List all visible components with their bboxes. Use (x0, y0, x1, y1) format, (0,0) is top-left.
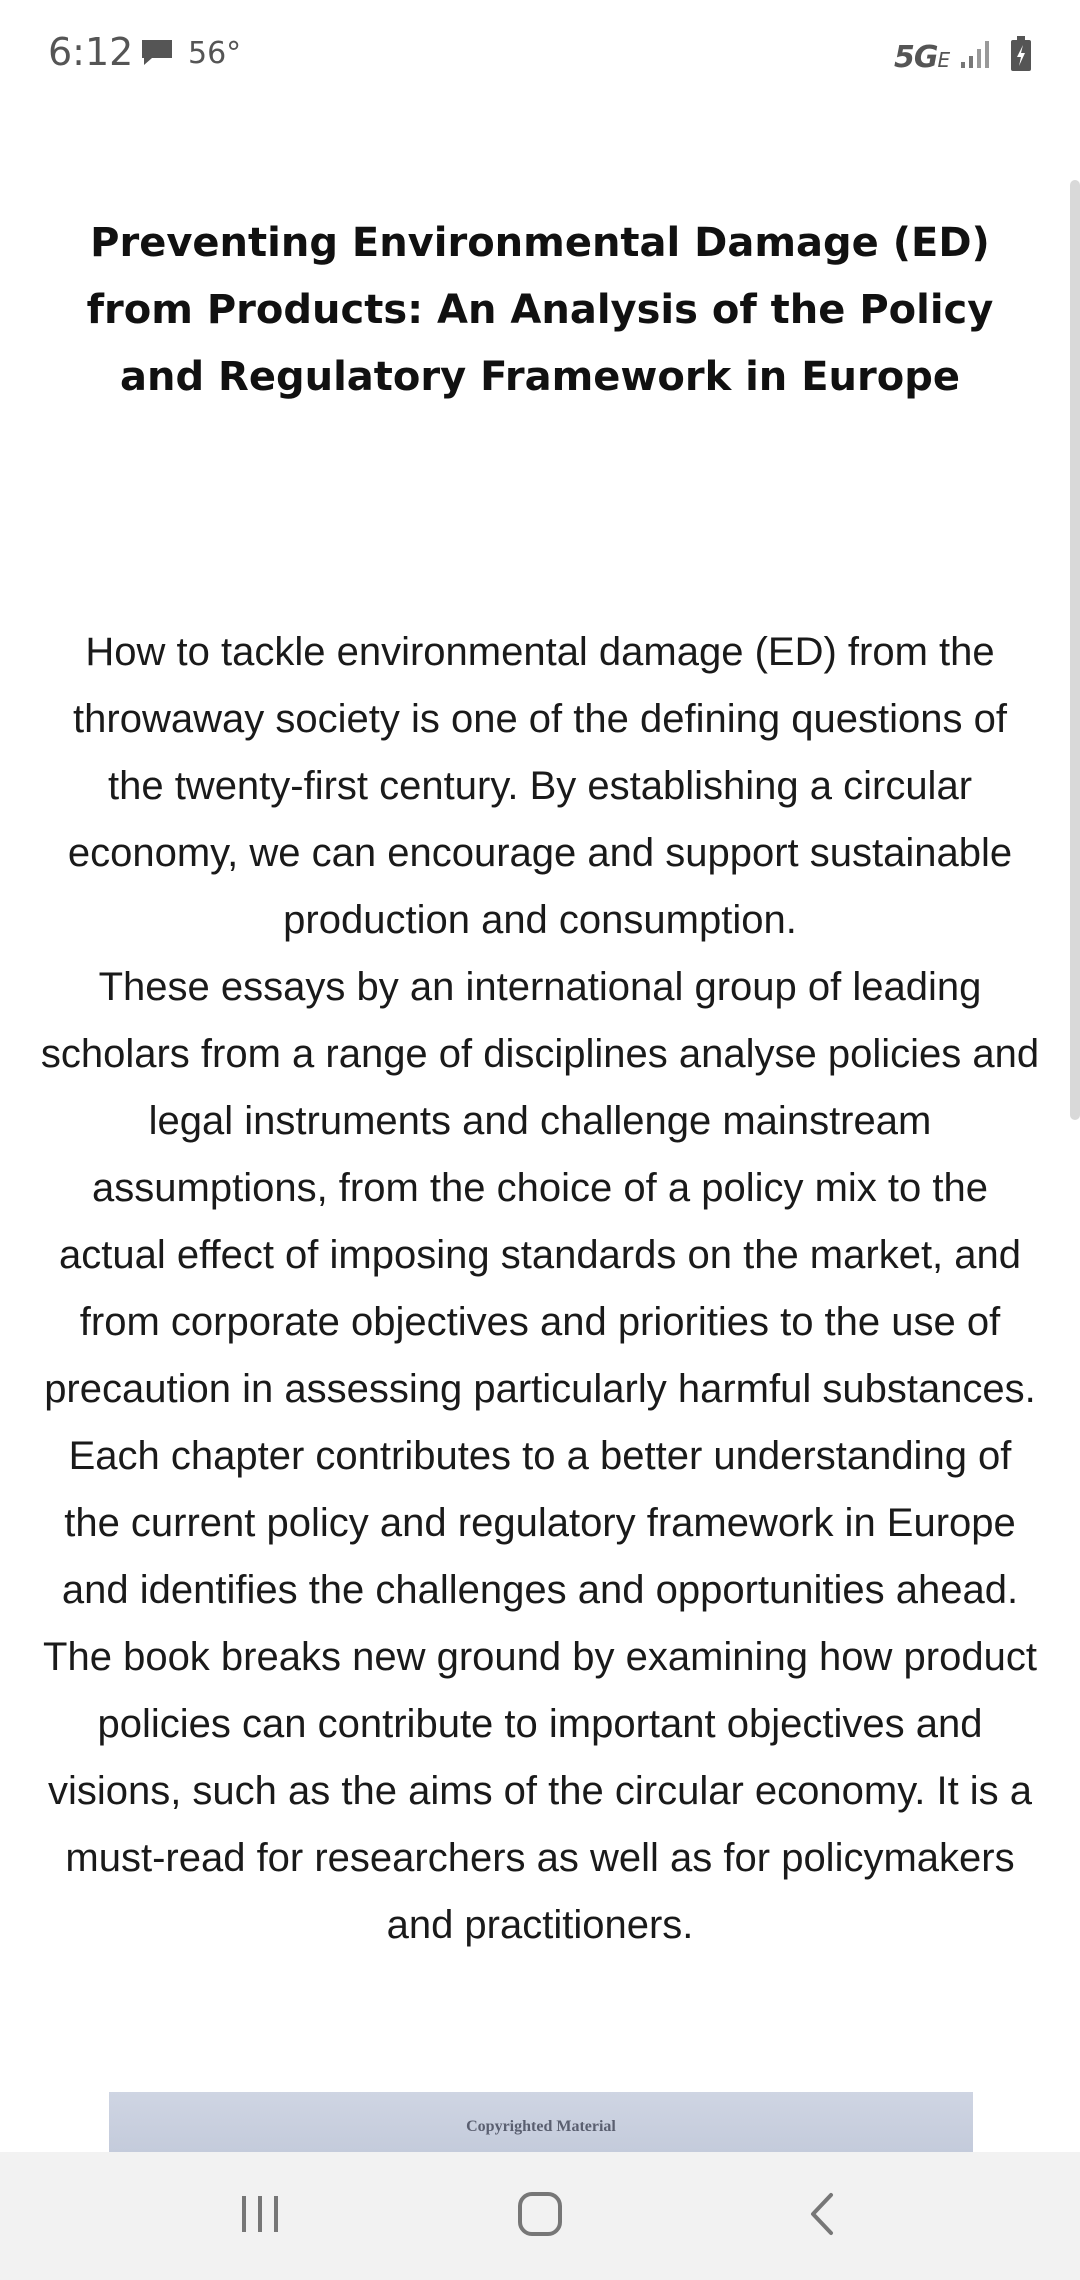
home-icon (517, 2191, 563, 2241)
battery-icon (1010, 36, 1032, 72)
book-title: Preventing Environmental Damage (ED) from Products: An Analysis of the Policy and Regulatory Framework in Europe (86, 220, 994, 400)
book-cover-preview[interactable] (109, 2092, 973, 2152)
status-time: 6:12 (48, 30, 134, 74)
cover-label: Copyrighted Material (466, 2118, 616, 2135)
recents-icon (238, 2194, 282, 2238)
status-temperature: 56° (188, 36, 242, 71)
book-description (40, 619, 1040, 1959)
description-paragraph: How to tackle environmental damage (ED) from the throwaway society is one of the defining questions of the twenty-first century. By establishing a circular economy, we can encourage and support sustainable production and consumption. (67, 630, 1013, 942)
back-button[interactable] (742, 2152, 902, 2280)
scrollbar[interactable] (1070, 180, 1080, 1120)
book-content (40, 210, 1040, 1959)
description-paragraph: These essays by an international group of leading scholars from a range of disciplines analyse policies and legal instruments and challenge mainstream assumptions, from the choice of a policy mix to the actual effect of imposing standards on the market, and from corporate objectives and priorities to the use of precaution in assessing particularly harmful substances. (40, 965, 1040, 1411)
home-button[interactable] (460, 2152, 620, 2280)
network-type (894, 40, 949, 75)
recents-button[interactable] (180, 2152, 340, 2280)
navigation-bar (0, 2152, 1080, 2280)
description-paragraph: Each chapter contributes to a better understanding of the current policy and regulatory framework in Europe and identifies the challenges and opportunities ahead. The book breaks new ground by examining how product policies can contribute to important objectives and visions, such as the aims of the circular economy. It is a must-read for researchers as well as for policymakers and practitioners. (43, 1434, 1037, 1947)
status-bar (0, 0, 1080, 110)
message-icon (140, 38, 174, 66)
network-label: 5G (894, 40, 938, 75)
back-icon (807, 2191, 837, 2241)
signal-icon (960, 38, 992, 70)
network-sub-label: E (937, 48, 950, 72)
